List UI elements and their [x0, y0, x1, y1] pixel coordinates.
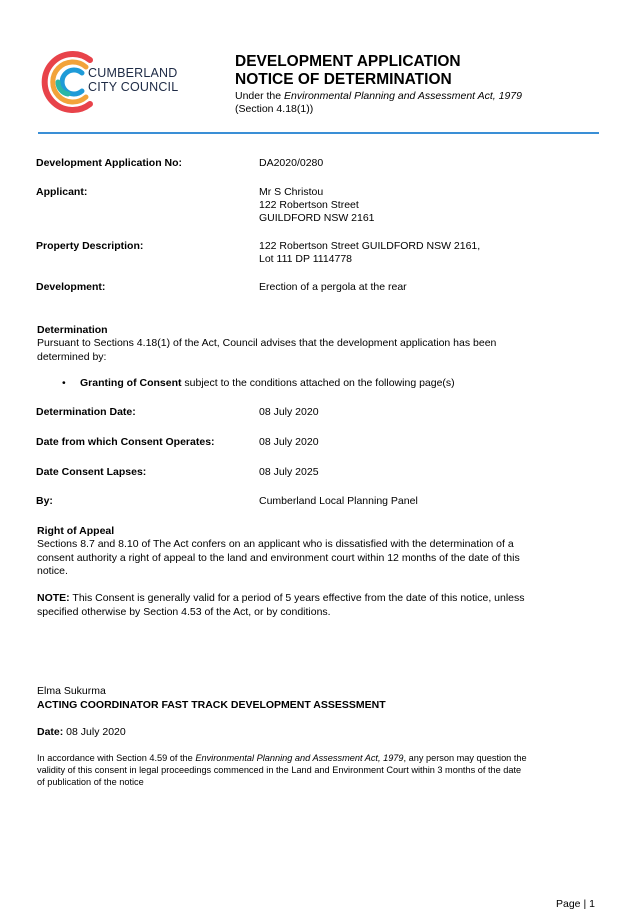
document-title — [235, 53, 461, 89]
consent-lapses-value: 08 July 2025 — [259, 466, 319, 478]
applicant-label: Applicant: — [36, 186, 88, 198]
applicant-street: 122 Robertson Street — [259, 199, 359, 211]
applicant-suburb: GUILDFORD NSW 2161 — [259, 212, 375, 224]
legal-line-3: of publication of the notice — [37, 777, 144, 787]
signatory-name: Elma Sukurma — [37, 685, 106, 697]
property-value — [259, 240, 480, 266]
consent-operates-label: Date from which Consent Operates: — [36, 436, 215, 448]
note-paragraph — [37, 592, 597, 619]
determination-heading: Determination — [37, 324, 108, 336]
legal-act-name: Environmental Planning and Assessment Act, 1979 — [195, 753, 404, 763]
applicant-value — [259, 186, 375, 225]
document-subtitle — [235, 90, 522, 116]
note-line-2: specified otherwise by Section 4.53 of the Act, or by conditions. — [37, 605, 331, 618]
signatory-date-value: 08 July 2020 — [63, 726, 126, 738]
note-bold: NOTE: — [37, 592, 70, 604]
property-lot: Lot 111 DP 1114778 — [259, 253, 353, 265]
property-address: 122 Robertson Street GUILDFORD NSW 2161, — [259, 240, 481, 252]
determination-paragraph — [37, 337, 597, 364]
property-label: Property Description: — [36, 240, 144, 252]
da-number-label: Development Application No: — [36, 157, 183, 169]
appeal-heading: Right of Appeal — [37, 525, 115, 537]
consent-bullet-rest: subject to the conditions attached on the following page(s) — [181, 377, 455, 389]
applicant-name: Mr S Christou — [259, 186, 324, 198]
appeal-line-2: consent authority a right of appeal to the land and environment court within 12 months of the date of this — [37, 551, 520, 564]
note-line-1 — [37, 592, 597, 606]
consent-operates-value: 08 July 2020 — [259, 436, 319, 448]
appeal-line-1: Sections 8.7 and 8.10 of The Act confers on an applicant who is dissatisfied with the determination of a — [37, 538, 514, 550]
determination-date-value: 08 July 2020 — [259, 406, 319, 418]
signatory-date-label: Date: — [37, 726, 64, 738]
appeal-paragraph — [37, 538, 597, 579]
development-value: Erection of a pergola at the rear — [259, 281, 407, 293]
appeal-line-3: notice. — [37, 565, 68, 577]
legal-line-1 — [37, 752, 602, 764]
determination-date-label: Determination Date: — [36, 406, 136, 418]
under-prefix: Under the — [235, 90, 285, 102]
da-number-value: DA2020/0280 — [259, 157, 324, 169]
header-divider — [38, 132, 599, 134]
development-label: Development: — [36, 281, 106, 293]
logo-line-2: CITY COUNCIL — [88, 80, 179, 94]
determination-line-2: determined by: — [37, 350, 107, 363]
subtitle-section: (Section 4.18(1)) — [235, 103, 314, 115]
subtitle-act-line — [235, 90, 522, 103]
logo-wordmark — [88, 66, 178, 94]
legal-line-2: validity of this consent in legal proceedings commenced in the Land and Environment Court within 3 months of the date — [37, 765, 522, 775]
act-name: Environmental Planning and Assessment Act, 1979 — [284, 90, 522, 102]
legal-notice — [37, 752, 602, 788]
signatory-date — [37, 726, 597, 740]
signatory-role: ACTING COORDINATOR FAST TRACK DEVELOPMENT ASSESSMENT — [37, 699, 386, 711]
note-line-1-text: This Consent is generally valid for a period of 5 years effective from the date of this notice, unless — [69, 592, 525, 604]
page-number: Page | 1 — [556, 898, 595, 910]
title-line-1: DEVELOPMENT APPLICATION — [235, 53, 461, 70]
determination-line-1: Pursuant to Sections 4.18(1) of the Act, Council advises that the development application has been — [37, 337, 497, 349]
bullet-icon: • — [62, 377, 66, 389]
title-line-2: NOTICE OF DETERMINATION — [235, 71, 452, 88]
consent-bullet-bold: Granting of Consent — [80, 377, 182, 389]
logo-line-1: CUMBERLAND — [88, 66, 178, 80]
consent-lapses-label: Date Consent Lapses: — [36, 466, 147, 478]
legal-prefix: In accordance with Section 4.59 of the — [37, 753, 196, 763]
legal-suffix: , any person may question the — [403, 753, 527, 763]
by-label: By: — [36, 495, 53, 507]
consent-bullet — [80, 377, 455, 390]
by-value: Cumberland Local Planning Panel — [259, 495, 418, 507]
